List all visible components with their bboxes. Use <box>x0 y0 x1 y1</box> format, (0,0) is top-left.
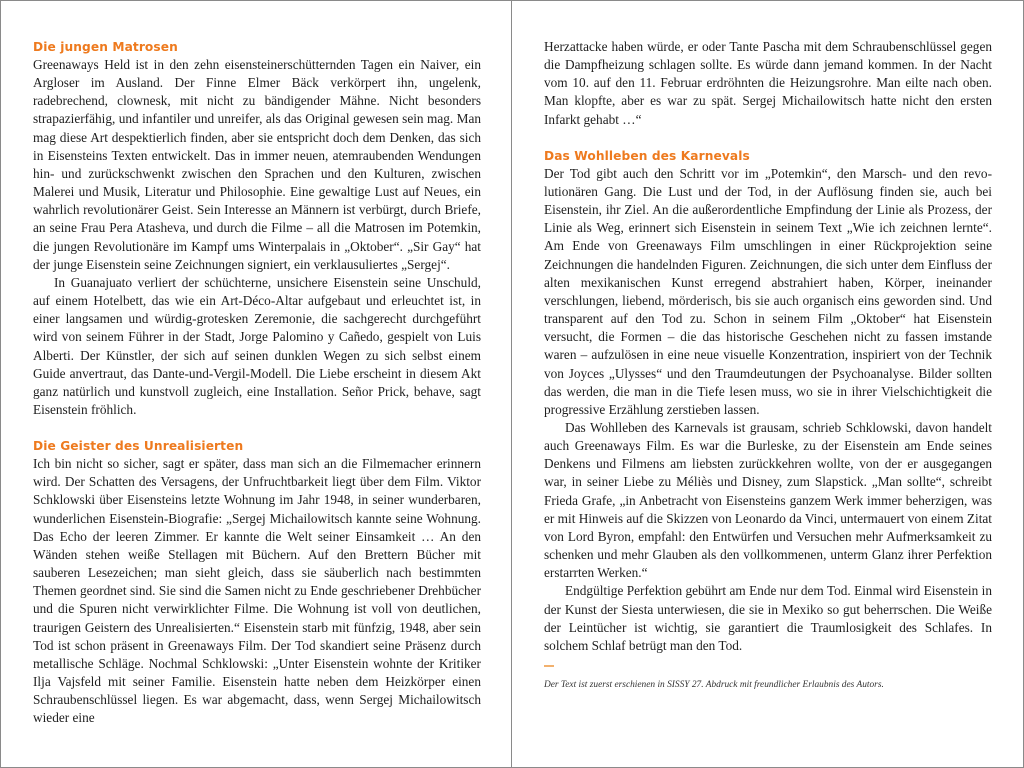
section-heading-jungen-matrosen: Die jungen Matrosen <box>33 40 178 54</box>
section-heading-geister: Die Geister des Unrealisierten <box>33 439 244 454</box>
section-heading-wohlleben: Das Wohlleben des Karnevals <box>544 148 750 163</box>
end-rule <box>544 665 554 667</box>
left-page <box>33 38 481 727</box>
paragraph: Endgültige Perfektion gebührt am Ende nur dem Tod. Einmal wird Eisenstein in der Kunst der Siesta unterwiesen, die sie in Mexiko so gut beherrschen. Die Weiße der Leintücher ist wichtig, sie garantiert die Traumlosigkeit des Schlafes. In solchem Schlaf betrügt man den Tod. <box>544 583 992 653</box>
paragraph: Das Wohlleben des Karnevals ist grausam, schrieb Schklowski, davon handelt auch Greenaways Film. Es war die Burleske, zu der Eisenstein am Ende seines Denkens und Filmens am liebsten zurückkehren wollte, von der er ausgegangen war, in seiner Liebe zu Méliès und Disney, zum Slapstick. „Man sollte“, schreibt Frieda Grafe, „in Anbetracht von Eisensteins ganzem Werk immer beherzigen, was er mit Hinweis auf die Skizzen von Leonardo da Vinci, untermauert von einem Zitat von Lord Byron, empfahl: den Entwürfen und Versuchen mehr Aufmerksamkeit zu schenken und mehr Glauben als den vollkommenen, unterm Glanz ihrer Perfektion erstarrten Werken.“ <box>544 419 992 581</box>
footnote: Der Text ist zuerst erschienen in SISSY 27. Abdruck mit freundlicher Erlaubnis des Autors. <box>544 680 884 690</box>
paragraph: Der Tod gibt auch den Schritt vor im „Potemkin“, den Marsch- und den revolutionären Gang. Die Lust und der Tod, in der Auflösung finden sie, auch bei Eisenstein, ihr Ziel. An die außerordentliche Empfindung der Linie als Prozess, der Linie als Weg, erinnert sich Eisenstein in seinem Text „Wie ich zeichnen lernte“. Am Ende von Greenaways Film umschlingen in einer Rückprojektion seine Zeichnungen die handelnden Figuren. Zeichnungen, die sich unter dem Einfluss der alten mexikanischen Kunst erregend abstrahiert haben, Körper, ineinander verschlungen, liebend, mörderisch, bis sie auch organisch eins geworden sind. Und transparent auf den Tod zu. Schon in seinem Film „Oktober“ hat Eisenstein versucht, die Formen – die das historische Geschehen nicht zu fassen imstande waren – aufzulösen in eine neue visuelle Konzentration, inspiriert von der Technik von Joyces „Ulysses“ und den Traumdeutungen der Psychoanalyse. Bilder sollten das werden, die man in die Tiefe lesen muss, wo sie in ihrer Vielschichtigkeit die progressive Erzählung zerstieben lassen. <box>544 165 992 417</box>
paragraph-continuation: Herzattacke haben würde, er oder Tante Pascha mit dem Schraubenschlüssel gegen die Dampfheizung schlagen sollte. Es würde dann jemand kommen. In der Nacht vom 10. auf den 11. Februar erdröhnten die Heizungsrohre. Man eilte nach oben. Man klopfte, aber es war zu spät. Sergej Michailowitsch hatte nicht den ersten Infarkt gehabt …“ <box>544 39 992 127</box>
gutter-divider <box>511 0 512 768</box>
right-page <box>544 38 992 691</box>
paragraph: In Guanajuato verliert der schüchterne, unsichere Eisenstein seine Unschuld, auf einem Hotelbett, das wie ein Art-Déco-Altar aufgebaut und erleuchtet ist, in einer langsamen und würdig-grotesken Zeremonie, die sachgerecht durchgeführt wird von seinem Führer in der Stadt, Jorge Palomino y Cañedo, gespielt von Luis Alberti. Der Künstler, der sich auf seinen dunklen Wegen zu sich selbst einem Guide anvertraut, das Dante-und-Vergil-Modell. Die Liebe erscheint in diesem Akt ganz natürlich und kunstvoll zugleich, eine Installation. Señor Prick, behave, sagt Eisenstein fröhlich. <box>33 274 481 417</box>
paragraph: Ich bin nicht so sicher, sagt er später, dass man sich an die Filmemacher erinnern wird. Der Schatten des Versagens, der Unfruchtbarkeit liegt über dem Film. Viktor Schklowski über Eisensteins letzte Wohnung im Jahr 1948, in seiner wunderbaren, wunderlichen Eisenstein-Biografie: „Sergej Michailowitsch kannte seine Wohnung. Das Echo der leeren Zimmer. Er kannte die Welt seiner Einsamkeit … An den Wänden stehen weiße Stellagen mit Büchern. Auf den Brettern Bücher mit sauberen Lesezeichen; man sieht gleich, dass sie säuberlich nach bestimmten Themen geordnet sind. Sie sind die Samen nicht zu Ende geschriebener Drehbücher und die Spuren nicht verwirklichter Filme. Die Wohnung ist voll von deutlichen, traurigen Geistern des Unrealisierten.“ Eisenstein starb mit fünfzig, 1948, aber sein Tod ist schon präsent in Greenaways Film. Der Tod skandiert seine Präsenz durch metallische Schläge. Nochmal Schklowski: „Unter Eisenstein wohnte der Kritiker Ilja Vajsfeld mit seiner Familie. Eisenstein hatte neben dem Heizkörper einen Schraubenschlüssel liegen. Es war abgemacht, dass, wenn Sergej Michailowitsch wieder eine <box>33 456 481 726</box>
paragraph: Greenaways Held ist in den zehn eisensteinerschütternden Tagen ein Naiver, ein Argloser im Ausland. Der Finne Elmer Bäck verkörpert ihn, ungelenk, radebrechend, clownesk, mit nicht zu bändigender Mähne. Nicht besonders strapazierfähig, und infantiler und unreifer, als das Original gewesen sein mag. Man mag diese Art despektierlich finden, aber sie entspricht doch dem Denken, das sich in Eisensteins Texten entwickelt. Das in immer neuen, atemraubenden Wendungen hin- und zurückschwenkt zwischen den Sprachen und den Kulturen, zwischen Malerei und Musik, Literatur und Philosophie. Eine gewaltige Lust auf Neues, ein wahrlich revolutionärer Geist. Sein Interesse an Männern ist verbürgt, durch Briefe, an seine Frau Pera Atasheva, und durch die Filme – all die Matrosen im Potemkin, die jungen Revolutionäre im Kampf ums Winterpalais in „Oktober“. „Sir Gay“ hat der junge Eisenstein seine Zeichnungen signiert, ein verklausuliertes „Sergej“. <box>33 57 481 272</box>
section-spacer <box>33 419 481 437</box>
section-spacer <box>544 129 992 147</box>
